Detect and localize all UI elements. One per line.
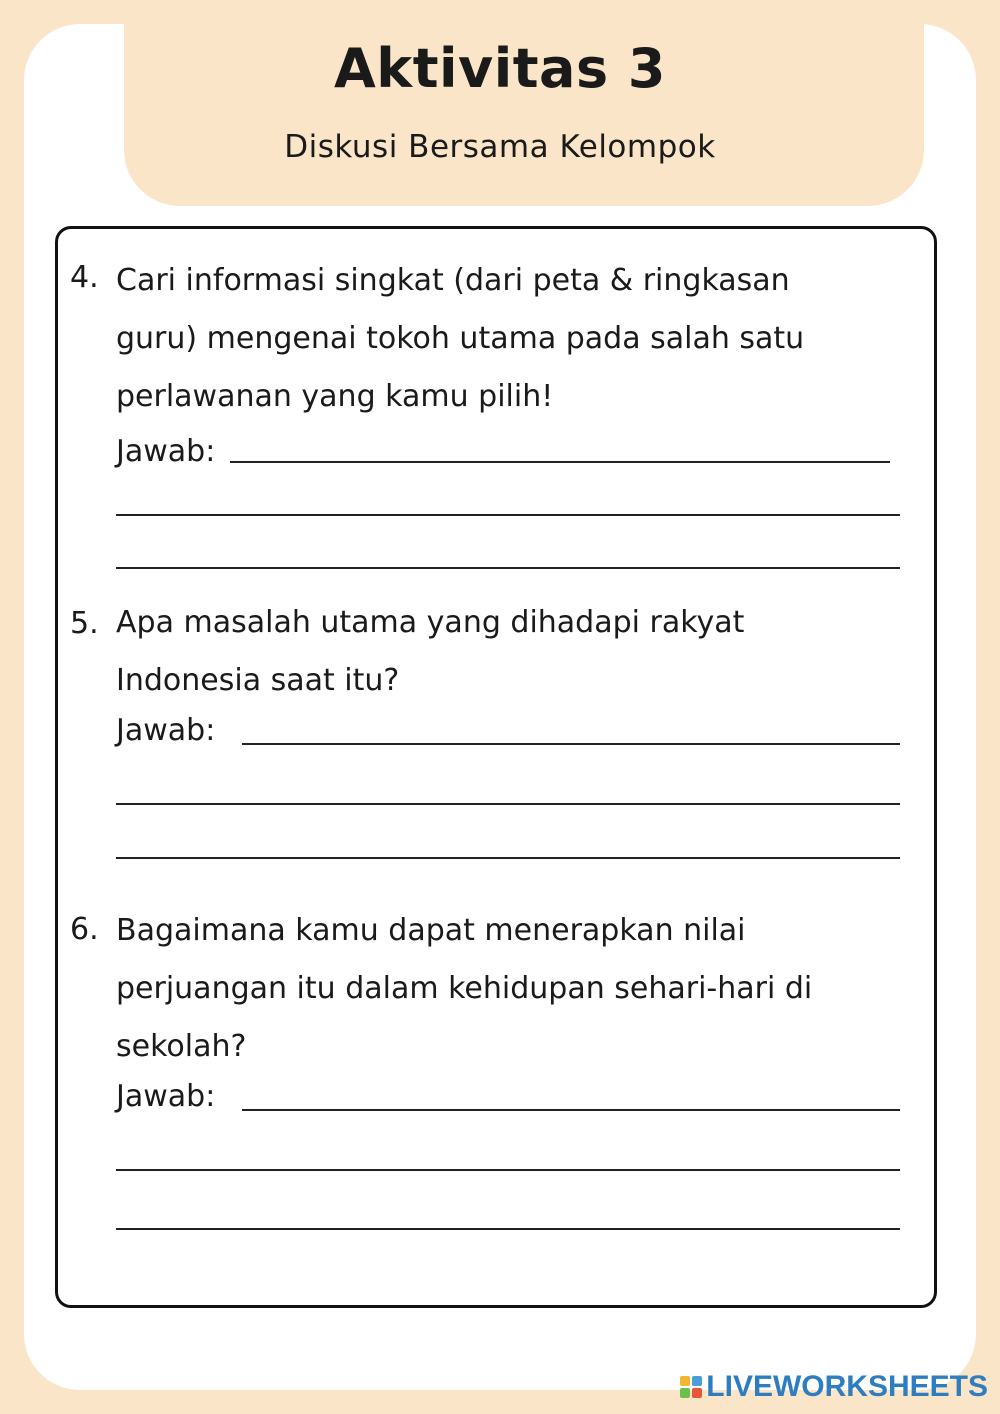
answer-label: Jawab: — [116, 1079, 216, 1114]
liveworksheets-brand[interactable] — [680, 1370, 988, 1404]
question-text — [116, 902, 906, 1076]
answer-line-2[interactable] — [116, 803, 900, 805]
question-text — [116, 594, 906, 710]
page-subtitle: Diskusi Bersama Kelompok — [284, 129, 716, 165]
answer-line-1[interactable] — [230, 461, 890, 463]
question-line: perjuangan itu dalam kehidupan sehari-hari di — [116, 971, 813, 1006]
question-line: Indonesia saat itu? — [116, 663, 400, 698]
answer-line-1[interactable] — [242, 743, 900, 745]
answer-line-3[interactable] — [116, 857, 900, 859]
question-number: 4. — [70, 260, 99, 295]
page-title: Aktivitas 3 — [333, 37, 666, 100]
answer-label: Jawab: — [116, 434, 216, 469]
answer-line-3[interactable] — [116, 1228, 900, 1230]
answer-line-3[interactable] — [116, 567, 900, 569]
logo-square — [692, 1376, 702, 1386]
answer-line-2[interactable] — [116, 1169, 900, 1171]
logo-square — [692, 1388, 702, 1398]
question-line: sekolah? — [116, 1029, 247, 1064]
question-text — [116, 252, 906, 426]
logo-square — [680, 1388, 690, 1398]
question-line: perlawanan yang kamu pilih! — [116, 379, 554, 414]
question-number: 5. — [70, 606, 99, 641]
question-number: 6. — [70, 912, 99, 947]
question-line: Bagaimana kamu dapat menerapkan nilai — [116, 913, 746, 948]
answer-label: Jawab: — [116, 713, 216, 748]
question-line: Apa masalah utama yang dihadapi rakyat — [116, 605, 745, 640]
logo-square — [680, 1376, 690, 1386]
answer-line-2[interactable] — [116, 514, 900, 516]
answer-line-1[interactable] — [242, 1109, 900, 1111]
question-line: guru) mengenai tokoh utama pada salah satu — [116, 321, 805, 356]
liveworksheets-logo-icon — [680, 1376, 702, 1398]
question-line: Cari informasi singkat (dari peta & ringkasan — [116, 263, 790, 298]
brand-text: LIVEWORKSHEETS — [706, 1370, 988, 1403]
